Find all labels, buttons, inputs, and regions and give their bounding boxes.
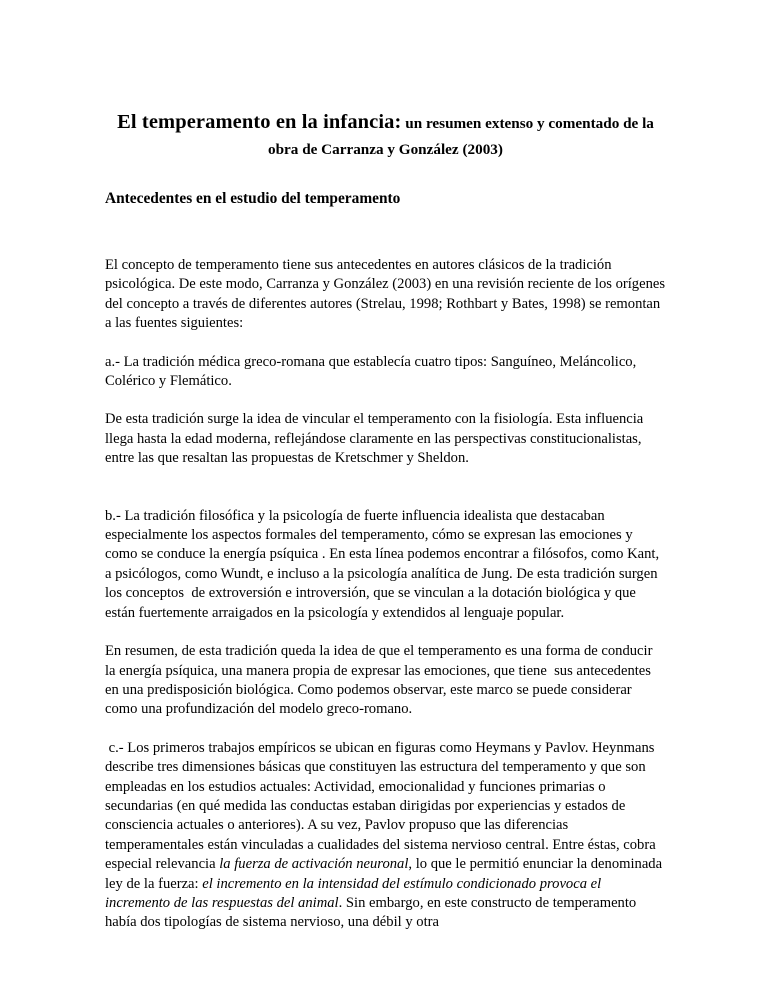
paragraph-spacer [105, 720, 666, 739]
spacer-after-heading [105, 209, 666, 256]
paragraph-item-c-text-2: , lo que le permitió enunciar la denominada ley de la fuerza: [105, 856, 666, 892]
paragraph-intro: El concepto de temperamento tiene sus antecedentes en autores clásicos de la tradición psicológica. De este modo, Carranza y González (2003) en una revisión reciente de los orígenes del concepto a través de diferentes autores (Strelau, 1998; Rothbart y Bates, 1998) se remontan a las fuentes siguientes: [105, 257, 669, 332]
paragraph-spacer-wide [105, 469, 666, 507]
paragraph-tradition-medical: De esta tradición surge la idea de vincular el temperamento con la fisiología. Esta influencia llega hasta la edad moderna, reflejándose claramente en las perspectivas constitucionalistas, entre las que resaltan las propuestas de Kretschmer y Sheldon. [105, 411, 647, 467]
paragraph-item-b: b.- La tradición filosófica y la psicología de fuerte influencia idealista que destacaban especialmente los aspectos formales del temperamento, cómo se expresan las emociones y como se conduce la energía psíquica . En esta línea podemos encontrar a filósofos, como Kant, a psicólogos, como Wundt, e incluso a la psicología analítica de Jung. De esta tradición surgen los conceptos de extroversión e introversión, que se vinculan a la dotación biológica y que están fuertemente arraigados en la psicología y extendidos al lenguaje popular. [105, 507, 663, 621]
page-title [105, 110, 666, 162]
emphasis-fuerza-activacion: la fuerza de activación neuronal [219, 856, 409, 873]
paragraph-item-c-text-3: . Sin embargo, en este constructo de temperamento había dos tipologías de sistema nervioso, una débil y otra [105, 894, 640, 931]
paragraph-spacer [105, 623, 666, 642]
section-heading: Antecedentes en el estudio del temperamento [105, 190, 401, 207]
paragraph-spacer [105, 334, 666, 353]
emphasis-ley-de-la-fuerza: el incremento en la intensidad del estímulo condicionado provoca el incremento de las respuestas del animal [105, 875, 605, 911]
paragraph-item-a: a.- La tradición médica greco-romana que establecía cuatro tipos: Sanguíneo, Meláncolico, Colérico y Flemático. [105, 353, 640, 390]
document-content [105, 110, 669, 933]
page-title-subtitle: un resumen extenso y comentado de la obra de Carranza y González (2003) [268, 115, 654, 158]
paragraph-item-c [105, 739, 666, 933]
page-title-main: El temperamento en la infancia: [117, 111, 402, 133]
paragraph-summary: En resumen, de esta tradición queda la idea de que el temperamento es una forma de conducir la energía psíquica, una manera propia de expresar las emociones, que tiene sus antecedentes en una predisposición biológica. Como podemos observar, este marco se puede considerar como una profundización del modelo greco-romano. [105, 643, 657, 718]
paragraph-item-c-text-1: c.- Los primeros trabajos empíricos se ubican en figuras como Heymans y Pavlov. Heynmans describe tres dimensiones básicas que constituyen las estructura del temperamento y que son empleadas en los estudios actuales: Actividad, emocionalidad y funciones primarias o secundarias (en qué medida las conductas estaban dirigidas por experiencias y estados de consciencia actuales o anteriores). A su vez, Pavlov propuso que las diferencias temperamentales están vinculadas a cualidades del sistema nervioso central. Entre éstas, cobra especial relevancia [105, 739, 660, 873]
paragraph-spacer [105, 391, 666, 410]
spacer-after-title [105, 162, 666, 189]
